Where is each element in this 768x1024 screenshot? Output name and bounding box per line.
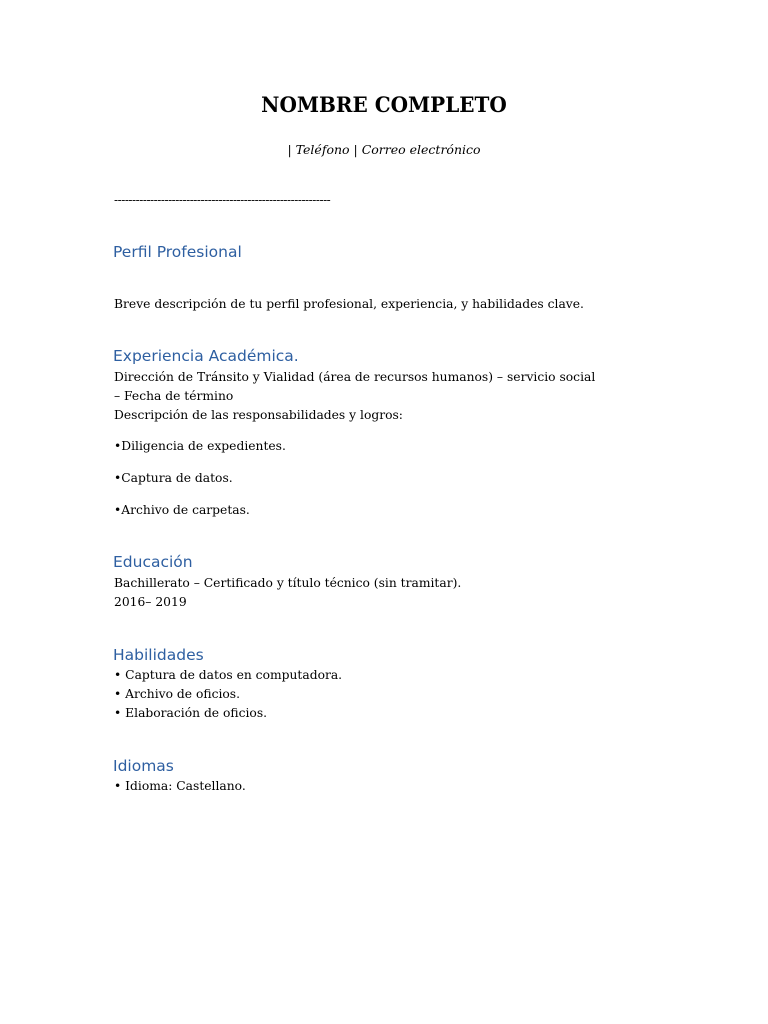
educacion-line: Bachillerato – Certificado y título técnico (sin tramitar). bbox=[114, 576, 462, 590]
section-heading-habilidades: Habilidades bbox=[113, 646, 204, 664]
educacion-details bbox=[114, 574, 461, 612]
section-heading-perfil: Perfil Profesional bbox=[113, 243, 242, 261]
habilidad-item: • Captura de datos en computadora. bbox=[114, 668, 343, 682]
experiencia-details bbox=[114, 368, 595, 426]
idioma-item: • Idioma: Castellano. bbox=[114, 779, 246, 793]
contact-line: | Teléfono | Correo electrónico bbox=[287, 142, 481, 157]
section-heading-idiomas: Idiomas bbox=[113, 757, 174, 775]
habilidad-item: • Elaboración de oficios. bbox=[114, 706, 268, 721]
experiencia-line: Descripción de las responsabilidades y logros: bbox=[114, 408, 403, 423]
section-heading-educacion: Educación bbox=[113, 553, 193, 571]
experiencia-bullet: •Archivo de carpetas. bbox=[114, 503, 250, 517]
habilidades-list bbox=[114, 666, 342, 724]
perfil-text: Breve descripción de tu perfil profesional, experiencia, y habilidades clave. bbox=[114, 297, 584, 311]
experiencia-line: Dirección de Tránsito y Vialidad (área de recursos humanos) – servicio social bbox=[114, 370, 596, 384]
full-name-title: NOMBRE COMPLETO bbox=[261, 93, 507, 118]
experiencia-line: – Fecha de término bbox=[114, 389, 234, 404]
divider-line: ------------------------------------------------------------ bbox=[114, 193, 331, 207]
habilidad-item: • Archivo de oficios. bbox=[114, 687, 241, 702]
experiencia-bullet: •Captura de datos. bbox=[114, 471, 233, 485]
educacion-line: 2016– 2019 bbox=[114, 595, 187, 610]
experiencia-bullet: •Diligencia de expedientes. bbox=[114, 439, 286, 453]
section-heading-experiencia: Experiencia Académica. bbox=[113, 347, 299, 365]
idiomas-list bbox=[114, 777, 246, 796]
